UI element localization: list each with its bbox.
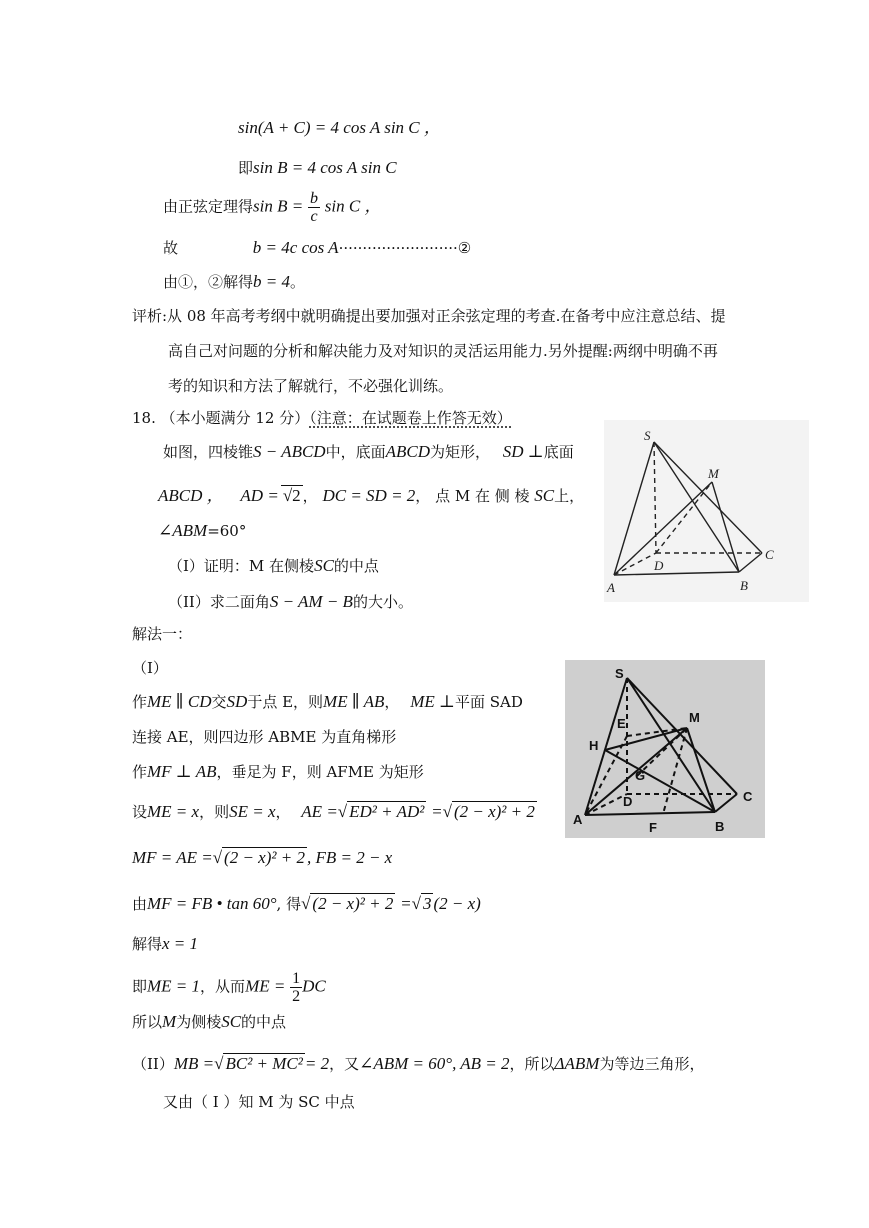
problem-part-1: （I）证明：M 在侧棱SC的中点 (168, 556, 379, 575)
vertex-label-g: G (635, 768, 646, 783)
solution-line-10: （II）MB =√ BC² + MC² = 2，又∠ABM = 60°, AB = 2，所以ΔABM为等边三角形， (132, 1054, 705, 1073)
eq-line-5: 由①，②解得b = 4。 (163, 272, 306, 291)
comment-line-1: 评析:从 08 年高考考纲中就明确提出要加强对正余弦定理的考查.在备考中应注意总结、提 (132, 307, 726, 325)
vertex-label-d: D (654, 558, 664, 573)
vertex-label-h: H (589, 738, 599, 753)
fraction-b-over-c: $\frac{b}{c}$ (310, 190, 318, 225)
solution-header: 解法一： (132, 625, 193, 643)
vertex-label-m: M (689, 710, 700, 725)
solution-line-8: 即ME = 1，从而ME = $\frac{1}{2}$ DC (132, 970, 326, 1005)
vertex-label-b: B (715, 819, 725, 834)
pyramid-diagram-1 (604, 420, 809, 602)
fraction-one-half: $\frac{1}{2}$ (292, 970, 301, 1005)
comment-line-3: 考的知识和方法了解就行，不必强化训练。 (168, 377, 454, 395)
solution-line-4: 设ME = x，则SE = x， AE =√ ED² + AD² =√ (2 − x)² + 2 (132, 802, 535, 821)
solution-part-1-label: （I） (132, 659, 168, 677)
vertex-label-a: A (607, 580, 615, 595)
solution-line-7: 解得x = 1 (132, 934, 199, 953)
solution-line-11: 又由（ I ）知 M 为 SC 中点 (163, 1093, 355, 1111)
problem-line-3: ∠ABM=60° (158, 521, 247, 540)
solution-line-2: 连接 AE，则四边形 ABME 为直角梯形 (132, 728, 397, 746)
vertex-label-m: M (708, 466, 719, 481)
pyramid-figure-2 (565, 660, 765, 838)
eq-line-3: 由正弦定理得sin B = $\frac{b}{c}$ sin C ， (163, 190, 382, 225)
solution-line-5: MF = AE =√ (2 − x)² + 2 , FB = 2 − x (132, 848, 393, 867)
eq-line-4: 故 b = 4c cos A·························② (163, 238, 472, 257)
problem-line-1: 如图，四棱锥S − ABCD中，底面ABCD为矩形， SD ⊥底面 (163, 442, 574, 461)
pyramid-diagram-2 (565, 660, 765, 838)
problem-part-2: （II）求二面角S − AM − B的大小。 (168, 592, 413, 611)
comment-line-2: 高自己对问题的分析和解决能力及对知识的灵活运用能力.另外提醒:两纲中明确不再 (168, 342, 718, 360)
vertex-label-d: D (623, 794, 633, 809)
solution-line-1: 作ME ∥ CD交SD于点 E，则ME ∥ AB， ME ⊥平面 SAD (132, 692, 523, 711)
problem-line-2: ABCD ， AD = √2 ， DC = SD = 2， 点 M 在 侧 棱 SC上， (158, 486, 585, 505)
vertex-label-e: E (617, 716, 626, 731)
vertex-label-c: C (743, 789, 753, 804)
vertex-label-b: B (740, 578, 748, 593)
solution-line-9: 所以M为侧棱SC的中点 (132, 1012, 287, 1031)
vertex-label-f: F (649, 820, 657, 835)
eq-line-2: 即sin B = 4 cos A sin C (238, 158, 397, 177)
vertex-label-c: C (765, 547, 774, 562)
solution-line-6: 由MF = FB • tan 60°, 得√ (2 − x)² + 2 =√ 3 (2 − x) (132, 894, 481, 913)
vertex-label-s: S (615, 666, 624, 681)
question-18-header: 18. （本小题满分 12 分）（注意：在试题卷上作答无效） (132, 409, 512, 427)
solution-line-3: 作MF ⊥ AB，垂足为 F，则 AFME 为矩形 (132, 762, 424, 781)
vertex-label-a: A (573, 812, 583, 827)
eq-line-1: sin(A + C) = 4 cos A sin C ， (238, 118, 441, 137)
vertex-label-s: S (644, 428, 651, 443)
pyramid-figure-1 (604, 420, 809, 602)
